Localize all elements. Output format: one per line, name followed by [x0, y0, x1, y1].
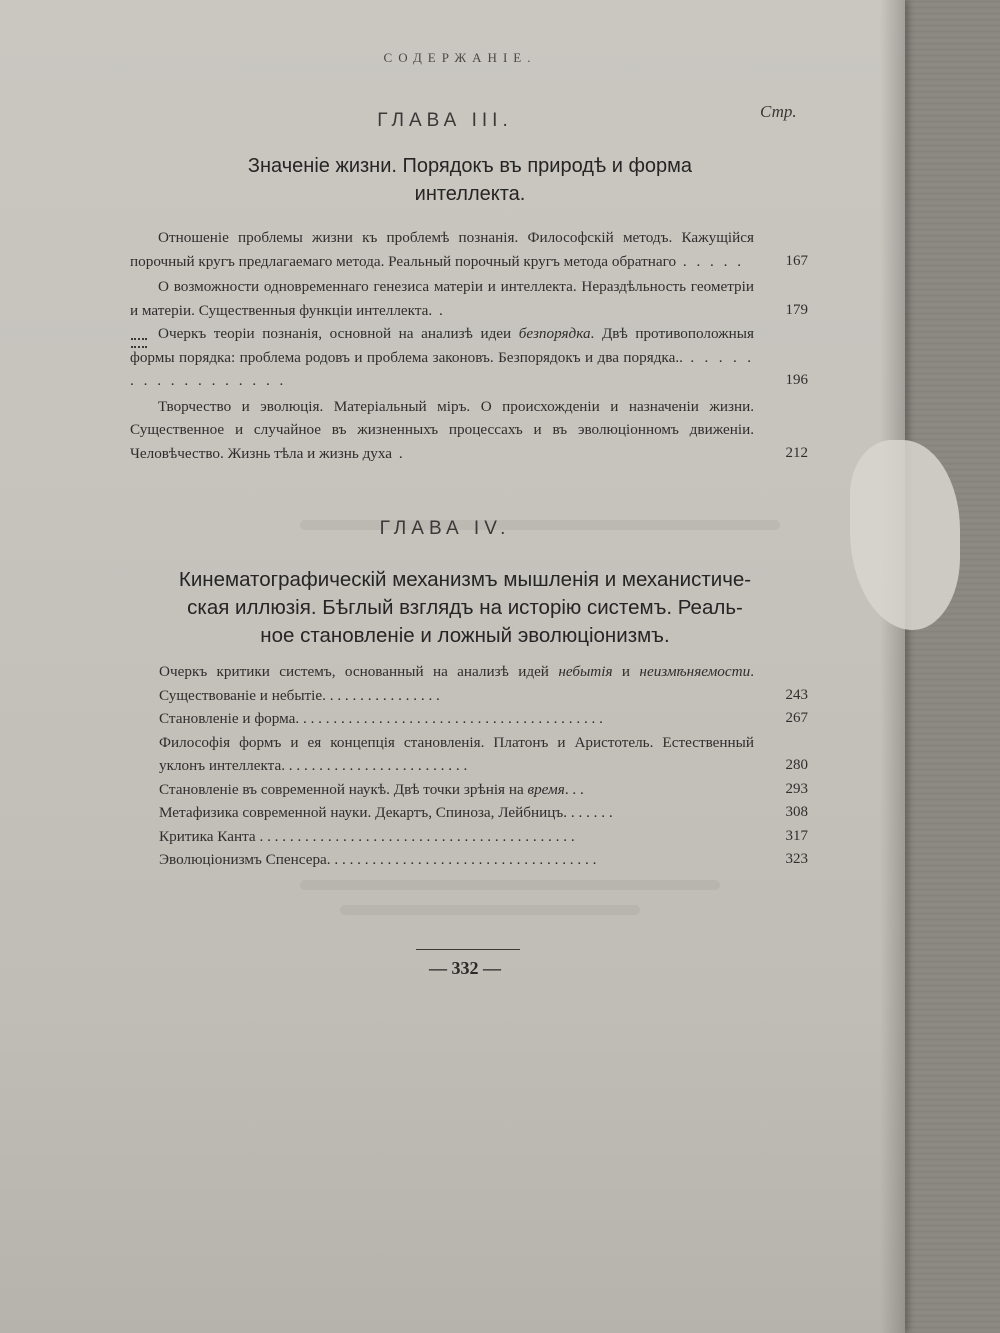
toc-entry-text: . — [564, 780, 569, 798]
toc-entry-text: Эволюцiонизмъ Спенсера. — [159, 851, 331, 868]
toc-entry-text: Очеркъ теорiи познанiя, основной на анализѣ идеи — [158, 325, 512, 342]
toc-entry-italic-term: безпорядка — [518, 325, 591, 342]
toc-entry-page: 167 — [785, 252, 808, 269]
toc-entry-text: Философiя формъ и ея концепцiя становленiя. Платонъ и Аристотель. Естественный уклонъ интеллекта. — [159, 733, 754, 774]
toc-entry: О возможности одновременнаго генезиса матерiи и интеллекта. Нераздѣльность геометрiи и матерiи. Существенныя функцiи интеллекта. . 179 — [130, 275, 810, 322]
toc-entry-page: 267 — [785, 710, 808, 726]
chapter-3-title — [150, 152, 790, 208]
page-column-label: Стр. — [760, 102, 797, 121]
toc-entry-text: Отношенiе проблемы жизни къ проблемѣ познанiя. Философскiй методъ. Кажущiйся порочный кругъ предлагаемаго метода. Реальный порочный кругъ метода обратнаго — [130, 229, 754, 270]
toc-entry-text: Становленiе и форма. — [159, 710, 300, 727]
toc-entry-page: 212 — [785, 444, 808, 461]
toc-entry-text: . Двѣ противоположныя формы порядка: проблема родовъ и проблема законовъ. Безпорядокъ и два порядка.. — [130, 325, 754, 366]
toc-entry: Критика Канта . . . . . . . . . . . . . . . . . . . . . . . . . . . . . . . . . . . . . . . . . . 317 — [135, 825, 810, 849]
toc-entry-text: Метафизика современной науки. Декартъ, Спиноза, Лейбницъ. — [159, 804, 568, 821]
toc-entry-italic-term: небытiя — [558, 663, 613, 680]
toc-entry: Эволюцiонизмъ Спенсера. . . . . . . . . . . . . . . . . . . . . . . . . . . . . . . . . . . . 323 — [135, 848, 810, 872]
running-head: СОДЕРЖАНIЕ. — [383, 50, 537, 65]
toc-entry-text: Становленiе въ современной наукѣ. Двѣ точки зрѣнiя на — [159, 780, 524, 798]
toc-entry-text: и — [621, 663, 631, 680]
chapter-3-heading: ГЛАВА III. — [377, 110, 513, 131]
toc-entry-page: 308 — [785, 804, 808, 820]
chapter-3-entries — [130, 226, 810, 465]
page-number: — 332 — — [429, 958, 501, 978]
toc-entry: Философiя формъ и ея концепцiя становленiя. Платонъ и Аристотель. Естественный уклонъ интеллекта. . . . . . . . . . . . . . . . . . . . . . . . . 280 — [135, 731, 810, 778]
page-edge-shadow — [880, 0, 905, 1333]
toc-entry-text: Очеркъ критики системъ, основанный на анализѣ идей — [159, 663, 549, 680]
toc-entry-page: 196 — [785, 372, 808, 388]
section-divider-rule — [416, 949, 520, 950]
toc-entry-page: 317 — [785, 827, 808, 844]
toc-entry-text: Критика Канта — [159, 827, 256, 845]
toc-entry: Очеркъ теорiи познанiя, основной на анализѣ идеи безпорядка. Двѣ противоположныя формы порядка: проблема родовъ и проблема законовъ. Безпорядокъ и два порядка.. . . . . . . . . . . . . . . . . . 196 — [130, 322, 810, 393]
toc-entry-italic-term: время — [527, 780, 565, 798]
chapter-4-title-line-2: ская иллюзiя. Бѣглый взглядъ на исторiю системъ. Реаль- — [187, 596, 743, 619]
chapter-3-title-line-2: интеллекта. — [414, 183, 526, 205]
show-through-line — [340, 905, 640, 915]
toc-entry: Становленiе въ современной наукѣ. Двѣ точки зрѣнiя на время. . . 293 — [135, 778, 810, 802]
toc-entry-page: 179 — [785, 301, 808, 318]
toc-entry-text: . Существованiе и небытiе. — [159, 663, 755, 704]
chapter-4-title — [120, 566, 810, 650]
show-through-line — [300, 880, 720, 890]
chapter-4-heading: ГЛАВА IV. — [379, 518, 511, 539]
toc-entry: Метафизика современной науки. Декартъ, Спиноза, Лейбницъ. . . . . . . 308 — [135, 801, 810, 825]
toc-entry: Становленiе и форма. . . . . . . . . . . . . . . . . . . . . . . . . . . . . . . . . . . . . . . . . 267 — [135, 707, 810, 731]
toc-entry-page: 280 — [785, 757, 808, 773]
toc-entry-page: 243 — [785, 686, 808, 703]
chapter-4-title-line-3: ное становленiе и ложный эволюцiонизмъ. — [260, 624, 670, 647]
toc-entry: Отношенiе проблемы жизни къ проблемѣ познанiя. Философскiй методъ. Кажущiйся порочный кругъ предлагаемаго метода. Реальный порочный кругъ метода обратнаго . . . . . 167 — [130, 226, 810, 273]
chapter-3-title-line-1: Значенiе жизни. Порядокъ въ природѣ и форма — [247, 155, 693, 177]
toc-entry-text: О возможности одновременнаго генезиса матерiи и интеллекта. Нераздѣльность геометрiи и матерiи. Существенныя функцiи интеллекта. — [130, 278, 754, 319]
toc-entry-italic-term: неизмѣняемости — [639, 663, 751, 680]
chapter-4-title-line-1: Кинематографическiй механизмъ мышленiя и механистиче- — [178, 568, 752, 591]
toc-entry-page: 293 — [785, 780, 808, 797]
toc-entry: Очеркъ критики системъ, основанный на анализѣ идей небытiя и неизмѣняемости. Существованiе и небытiе. . . . . . . . . . . . . . . . 243 — [135, 660, 810, 707]
toc-entry-page: 323 — [785, 851, 808, 867]
toc-entry-text: Творчество и эволюцiя. Матерiальный мiръ. О происхожденiи и назначенiи жизни. Существенное и случайное въ жизненныхъ процессахъ и въ эволюцiонномъ движенiи. Человѣчество. Жизнь тѣла и жизнь духа — [130, 397, 754, 462]
chapter-4-entries — [135, 660, 810, 872]
toc-entry: Творчество и эволюцiя. Матерiальный мiръ. О происхожденiи и назначенiи жизни. Существенное и случайное въ жизненныхъ процессахъ и въ эволюцiонномъ движенiи. Человѣчество. Жизнь тѣла и жизнь духа . 212 — [130, 395, 810, 466]
